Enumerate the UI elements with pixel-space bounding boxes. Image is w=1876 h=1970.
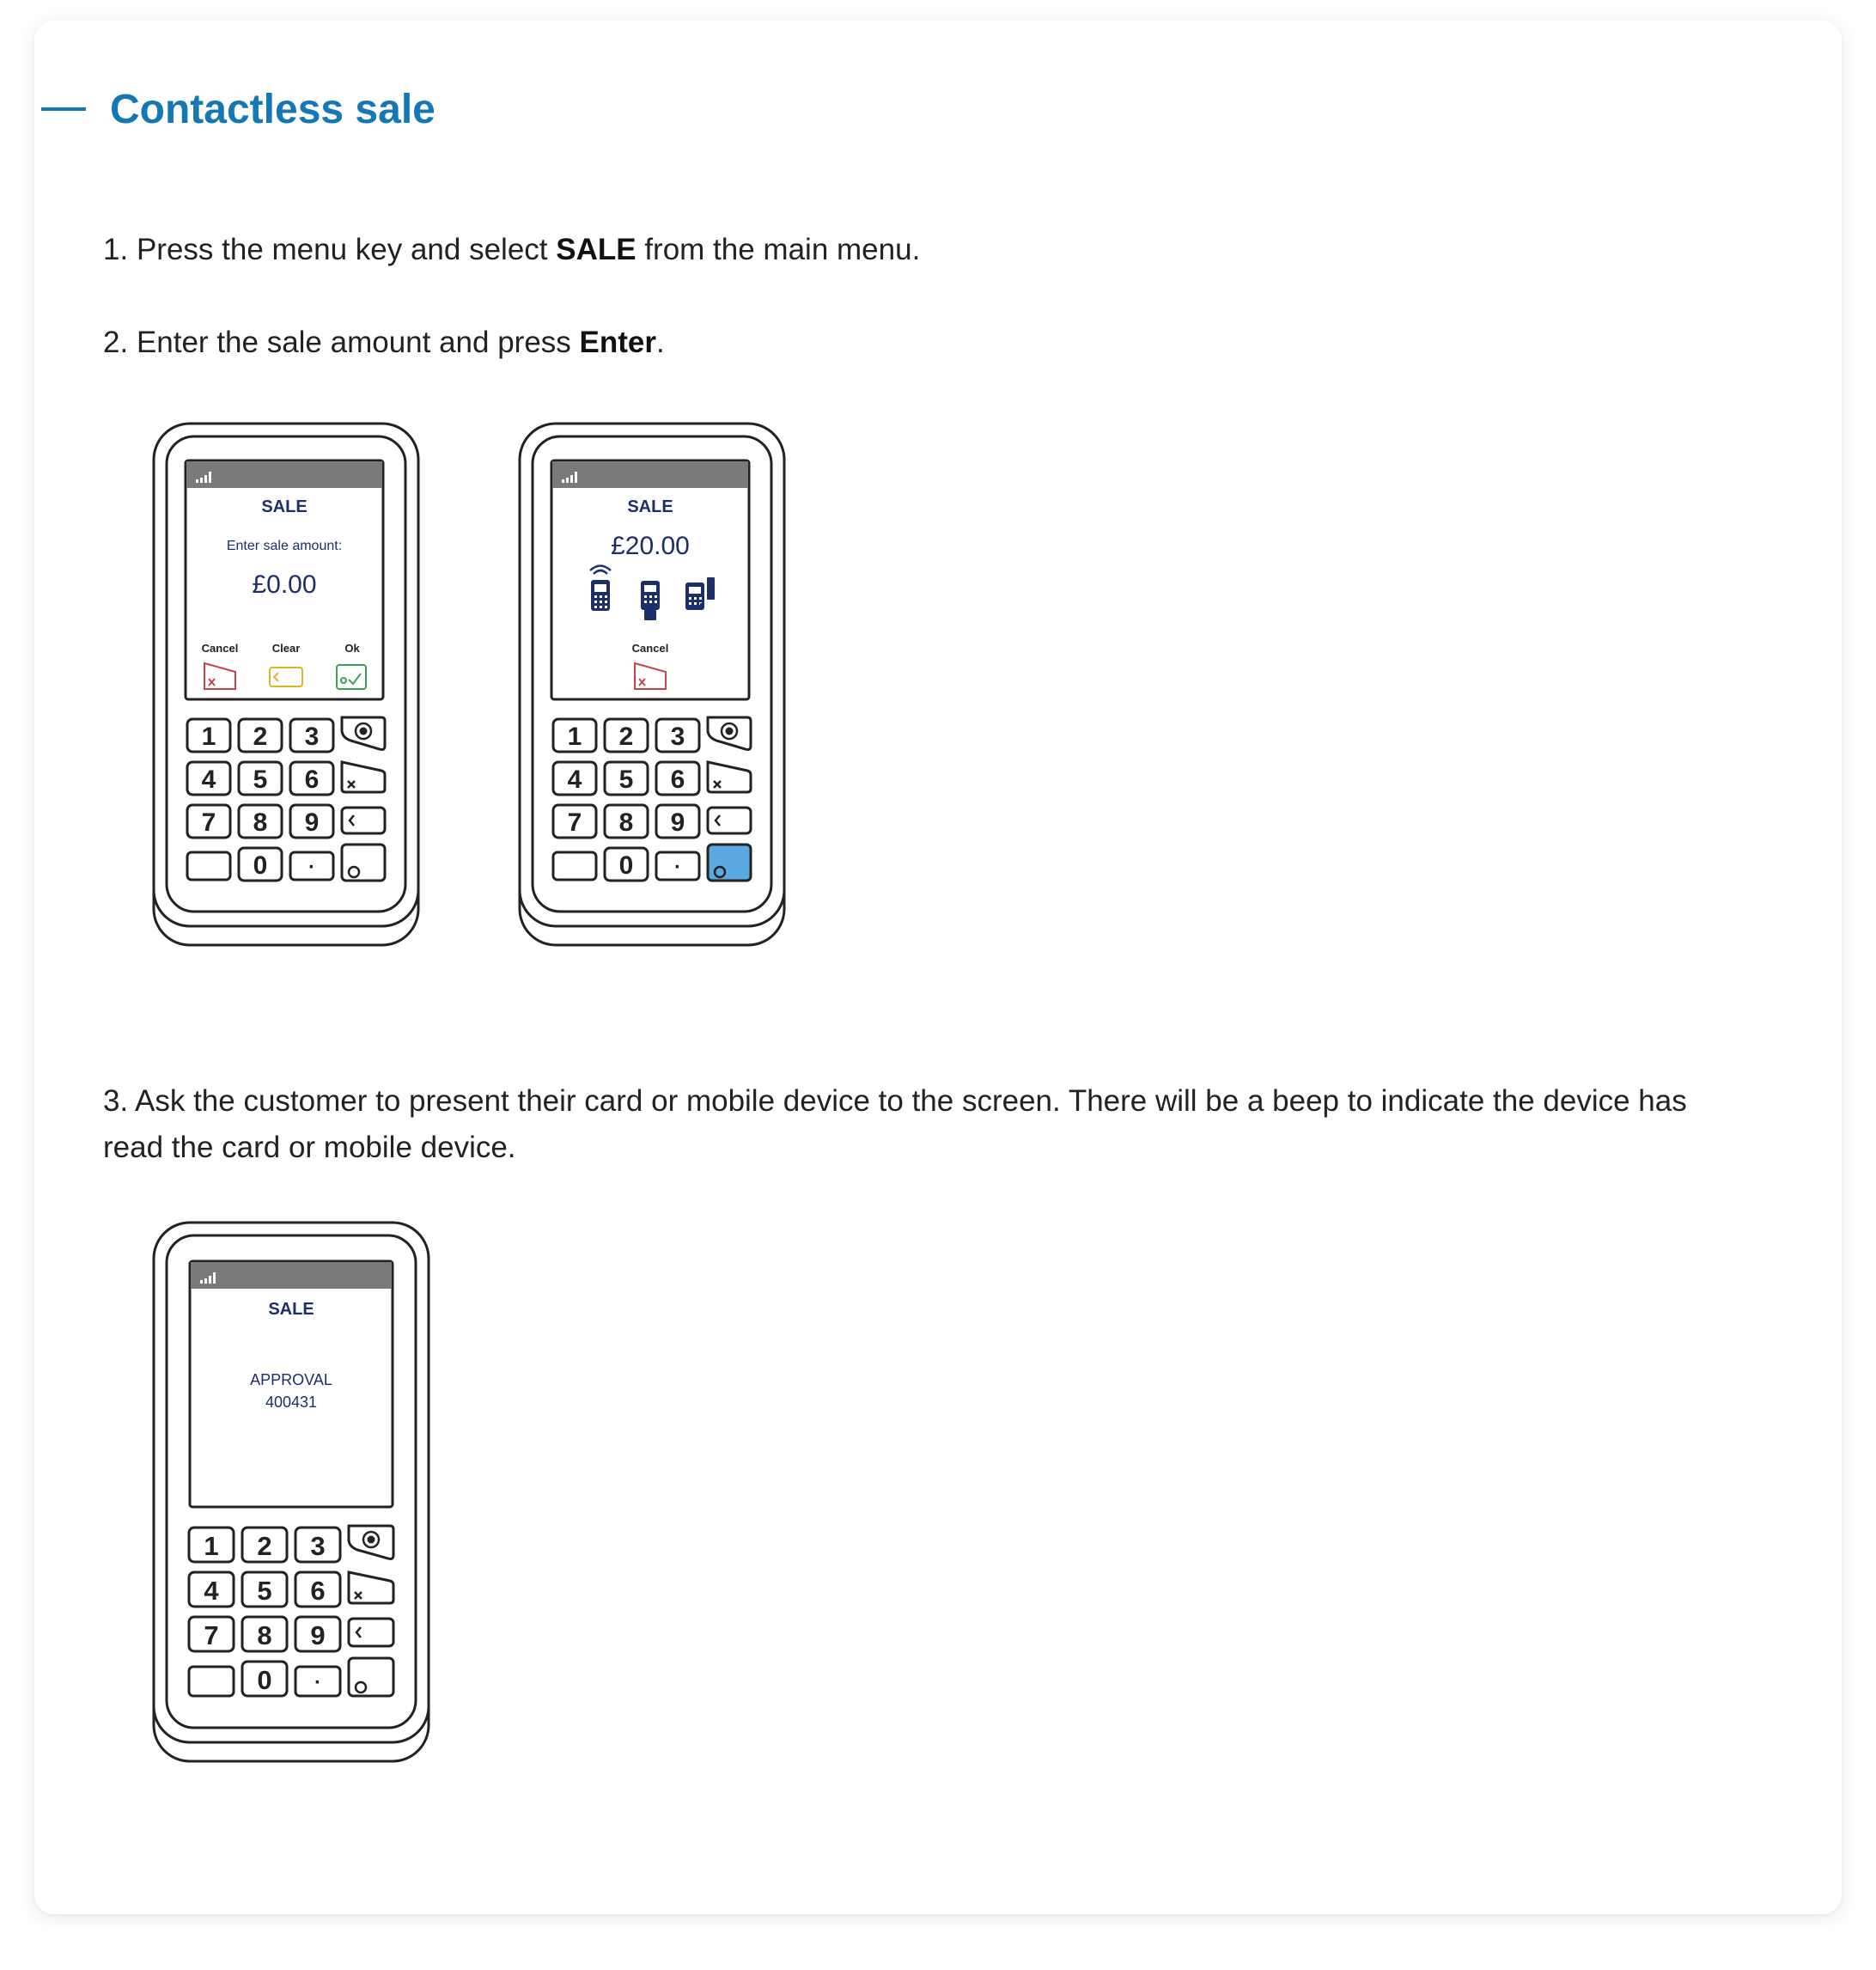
terminal-enter-amount: [151, 421, 423, 948]
keypad-key-blank[interactable]: [553, 852, 596, 880]
step-2-text-post: .: [656, 326, 665, 359]
keypad-key-8[interactable]: 8: [253, 808, 268, 837]
keypad-key-9[interactable]: 9: [670, 808, 685, 837]
step-2-bold: Enter: [579, 326, 656, 359]
keypad-key-5[interactable]: 5: [253, 765, 268, 794]
terminal-c-illustration: [151, 1220, 433, 1766]
step-2-number: 2.: [103, 326, 129, 359]
softkey-ok-label: Ok: [344, 642, 360, 655]
keypad-key-7[interactable]: 7: [201, 808, 216, 837]
step-3-number: 3.: [103, 1084, 129, 1118]
keypad-key-6[interactable]: 6: [310, 1576, 326, 1606]
keypad-key-5[interactable]: 5: [618, 765, 634, 794]
approval-code: 400431: [265, 1394, 318, 1411]
step-3-text: Ask the customer to present their card or mobile device to the screen. There will be a beep to indicate the device has read the card or mobile device.: [103, 1084, 1687, 1164]
keypad-key-blank[interactable]: [187, 852, 230, 880]
terminal-b-illustration: [517, 421, 789, 948]
step-1-text-pre: Press the menu key and select: [136, 233, 557, 266]
clear-key-icon: [270, 668, 302, 686]
screen-title: SALE: [261, 497, 308, 516]
keypad-key-6[interactable]: 6: [304, 765, 320, 794]
section-header: [41, 70, 436, 148]
keypad-key-3[interactable]: 3: [670, 723, 685, 751]
keypad-key-1[interactable]: 1: [567, 723, 582, 751]
keypad-key-9[interactable]: 9: [310, 1620, 326, 1650]
keypad-key-0[interactable]: 0: [253, 851, 268, 880]
keypad-key-4[interactable]: 4: [567, 765, 582, 794]
softkey-cancel-label: Cancel: [631, 642, 669, 655]
step-1: [103, 227, 920, 273]
step-1-number: 1.: [103, 233, 129, 266]
keypad-key-4[interactable]: 4: [204, 1576, 219, 1606]
screen-prompt: Enter sale amount:: [226, 539, 343, 553]
keypad-key-7[interactable]: 7: [567, 808, 582, 837]
enter-hard-key[interactable]: [342, 845, 385, 881]
step-1-text-post: from the main menu.: [636, 233, 921, 266]
keypad-key-dot[interactable]: ·: [314, 1671, 321, 1694]
keypad-key-0[interactable]: 0: [618, 851, 634, 880]
terminal-a-illustration: [151, 421, 423, 948]
section-title: Contactless sale: [110, 86, 436, 132]
keypad-key-4[interactable]: 4: [201, 765, 216, 794]
keypad-key-1[interactable]: 1: [204, 1531, 219, 1561]
terminal-approval: [151, 1220, 433, 1766]
enter-hard-key-highlighted[interactable]: [708, 845, 751, 881]
keypad-key-3[interactable]: 3: [304, 723, 320, 751]
keypad-key-2[interactable]: 2: [257, 1531, 272, 1561]
keypad-key-3[interactable]: 3: [310, 1531, 326, 1561]
step-2: [103, 320, 665, 366]
screen-amount: £0.00: [252, 570, 317, 599]
keypad-key-0[interactable]: 0: [257, 1665, 272, 1695]
screen-title: SALE: [627, 497, 673, 516]
title-dash-decoration: [41, 107, 86, 111]
keypad-key-5[interactable]: 5: [257, 1576, 272, 1606]
keypad-key-9[interactable]: 9: [304, 808, 320, 837]
keypad-key-2[interactable]: 2: [618, 723, 634, 751]
keypad-key-dot[interactable]: ·: [674, 856, 681, 879]
keypad-key-dot[interactable]: ·: [308, 856, 315, 879]
keypad-key-8[interactable]: 8: [257, 1620, 272, 1650]
softkey-clear-label: Clear: [271, 642, 301, 655]
screen-amount: £20.00: [611, 532, 690, 560]
approval-status: APPROVAL: [250, 1371, 332, 1388]
keypad-key-2[interactable]: 2: [253, 723, 268, 751]
step-3: [103, 1078, 1718, 1171]
keypad-key-8[interactable]: 8: [618, 808, 634, 837]
screen-title: SALE: [268, 1300, 314, 1319]
keypad-key-1[interactable]: 1: [201, 723, 216, 751]
keypad-key-7[interactable]: 7: [204, 1620, 219, 1650]
step-2-text-pre: Enter the sale amount and press: [136, 326, 580, 359]
keypad-key-6[interactable]: 6: [670, 765, 685, 794]
keypad-key-blank[interactable]: [189, 1667, 234, 1696]
terminal-present-card: [517, 421, 789, 948]
softkey-cancel-label: Cancel: [201, 642, 239, 655]
ok-key-icon: [337, 665, 366, 689]
step-1-bold: SALE: [556, 233, 636, 266]
